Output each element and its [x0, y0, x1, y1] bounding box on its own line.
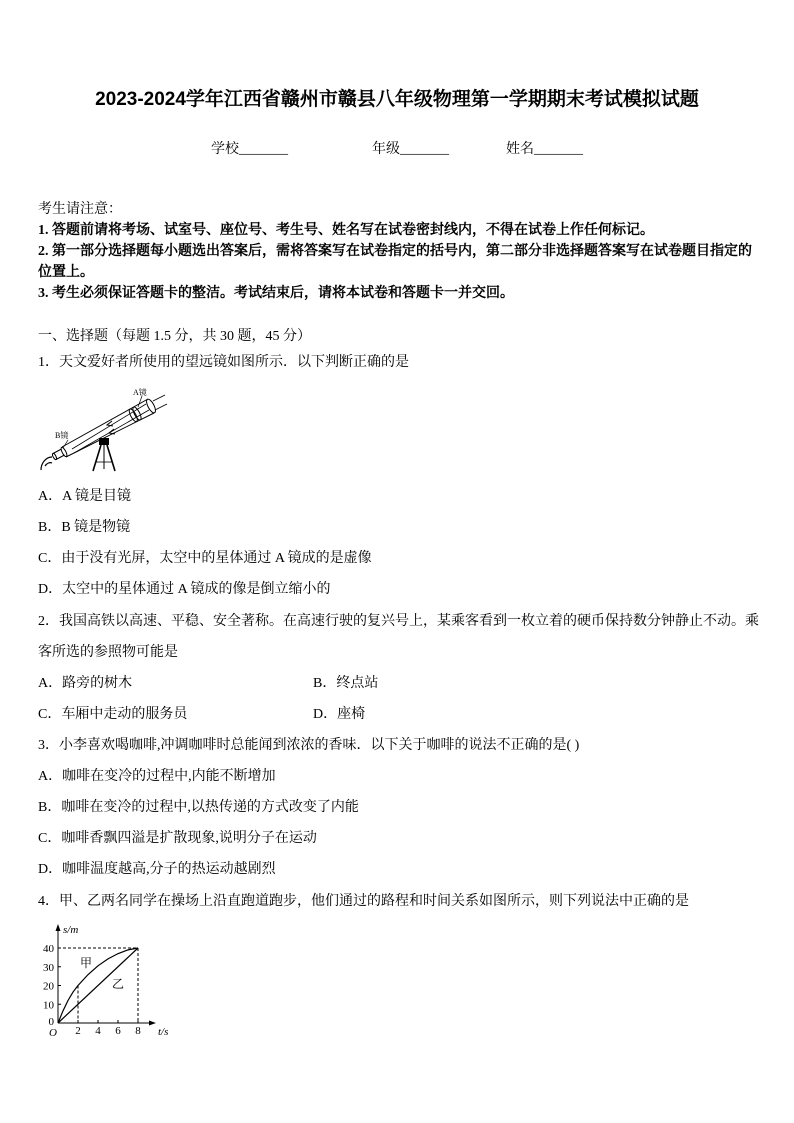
x-tick-label-2: 2 [75, 1025, 81, 1037]
question-2-option-c: C．车厢中走动的服务员 [38, 707, 188, 722]
exam-title: 2023-2024学年江西省赣州市赣县八年级物理第一学期期末考试模拟试题 [95, 89, 699, 110]
question-3-option-c: C．咖啡香飘四溢是扩散现象,说明分子在运动 [38, 831, 317, 846]
eyepiece-top [53, 449, 62, 454]
question-3-option-a: A．咖啡在变冷的过程中,内能不断增加 [38, 769, 276, 784]
question-1-option-b: B．B 镜是物镜 [38, 520, 131, 535]
name-field: 姓名_______ [506, 142, 583, 157]
label-b-mirror: B镜 [55, 431, 69, 440]
x-tick-label-4: 4 [95, 1025, 101, 1037]
series-yi-label: 乙 [111, 977, 125, 991]
question-2-option-d: D．座椅 [313, 707, 366, 722]
y-tick-label-10: 10 [43, 999, 54, 1012]
x-axis-arrow [149, 1021, 156, 1026]
question-1-option-c: C．由于没有光屏，太空中的星体通过 A 镜成的是虚像 [38, 551, 372, 566]
question-3-stem: 3．小李喜欢喝咖啡,冲调咖啡时总能闻到浓浓的香味．以下关于咖啡的说法不正确的是( ) [38, 738, 580, 753]
tripod [93, 438, 115, 471]
telescope-figure [38, 383, 168, 473]
notice-item-2: 2. 第一部分选择题每小题选出答案后，需将答案写在试卷指定的括号内，第二部分非选择题答案写在试卷题目指定的 [38, 244, 752, 259]
incoming-ray-1 [153, 395, 165, 401]
question-3-option-d: D．咖啡温度越高,分子的热运动越剧烈 [38, 862, 276, 877]
y-tick-label-0: 0 [48, 1016, 54, 1028]
question-4-stem: 4．甲、乙两名同学在操场上沿直跑道跑步，他们通过的路程和时间关系如图所示，则下列说法中正确的是 [38, 894, 689, 909]
question-1-option-a: A．A 镜是目镜 [38, 489, 131, 504]
y-tick-label-20: 20 [43, 980, 54, 993]
question-2-stem: 2．我国高铁以高速、平稳、安全著称。在高速行驶的复兴号上，某乘客看到一枚立着的硬币保持数分钟静止不动。乘 [38, 614, 759, 629]
origin-label: O [49, 1027, 57, 1039]
question-2-option-b: B．终点站 [313, 676, 379, 691]
eyepiece-bottom [56, 455, 65, 460]
question-1-stem: 1．天文爱好者所使用的望远镜如图所示．以下判断正确的是 [38, 355, 409, 370]
x-axis-label: t/s [158, 1026, 169, 1038]
incoming-ray-2 [155, 404, 167, 410]
y-axis-label: s/m [63, 924, 79, 936]
y-tick-label-30: 30 [43, 961, 54, 974]
question-2-option-a: A．路旁的树木 [38, 676, 133, 691]
series-jia-label: 甲 [79, 956, 93, 970]
notice-heading: 考生请注意： [38, 202, 122, 217]
grade-field: 年级_______ [372, 142, 449, 157]
label-a-leader [138, 396, 142, 407]
distance-time-graph [36, 922, 176, 1040]
y-axis-arrow [56, 924, 61, 931]
x-tick-label-6: 6 [115, 1025, 121, 1037]
label-a-mirror: A镜 [133, 388, 147, 397]
y-tick-label-40: 40 [43, 943, 54, 955]
question-2-stem-continued: 客所选的参照物可能是 [38, 645, 178, 660]
notice-item-3: 3. 考生必须保证答题卡的整洁。考试结束后，请将本试卷和答题卡一并交回。 [38, 286, 514, 301]
notice-item-2-continued: 位置上。 [38, 265, 94, 280]
series-yi-line [58, 948, 138, 1023]
x-tick-label-8: 8 [135, 1025, 141, 1037]
notice-item-1: 1. 答题前请将考场、试室号、座位号、考生号、姓名写在试卷密封线内，不得在试卷上作任何标记。 [38, 223, 654, 238]
lens-ring-b [128, 408, 139, 423]
school-field: 学校_______ [211, 142, 288, 157]
question-1-option-d: D．太空中的星体通过 A 镜成的像是倒立缩小的 [38, 582, 331, 597]
eyepiece-end [52, 453, 58, 460]
section-heading: 一、选择题（每题 1.5 分，共 30 题，45 分） [38, 329, 311, 344]
eye-icon [41, 457, 52, 470]
question-3-option-b: B．咖啡在变冷的过程中,以热传递的方式改变了内能 [38, 800, 359, 815]
